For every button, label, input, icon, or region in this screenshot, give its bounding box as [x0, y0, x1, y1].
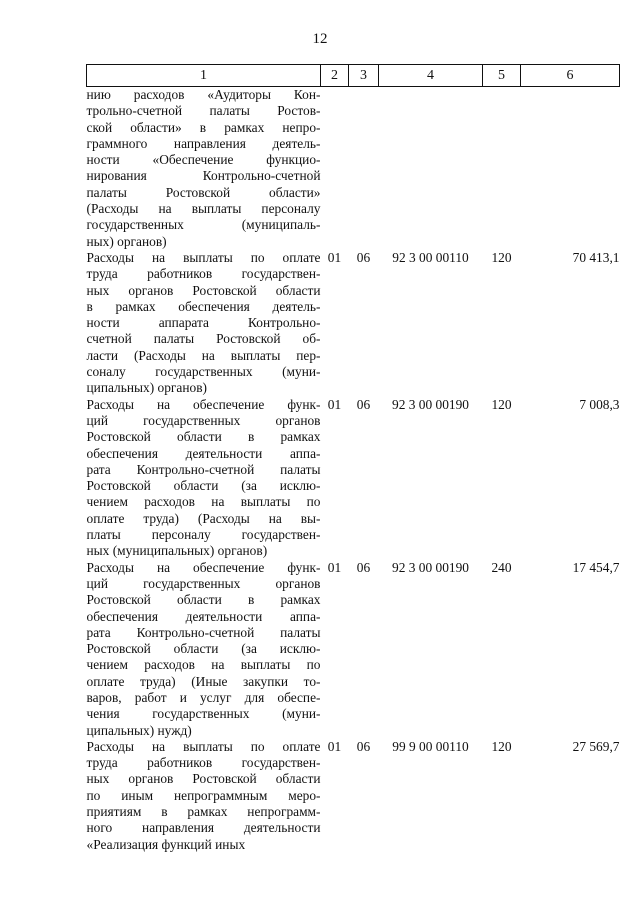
expense-type-code: 120 [491, 249, 512, 265]
target-article-code: 92 3 00 00110 [392, 249, 469, 265]
description-line: обеспечения деятельности аппа- [86, 445, 321, 461]
description-line: обеспечения деятельности аппа- [86, 608, 321, 624]
header-col-5: 5 [483, 65, 521, 87]
section-code: 01 [327, 738, 342, 754]
description-line: ций государственных органов [86, 412, 321, 428]
header-col-4: 4 [379, 65, 483, 87]
description-line: палаты Ростовской области» [86, 184, 321, 200]
description-line: Ростовской области (за исклю- [86, 641, 321, 657]
expense-type-code [483, 87, 521, 250]
description-line: счетной палаты Ростовской об- [86, 331, 321, 347]
description-line: трольно-счетной палаты Ростов- [86, 103, 321, 119]
description-line: в рамках обеспечения деятель- [86, 298, 321, 314]
target-article-code: 92 3 00 00190 [392, 559, 469, 575]
table-row [87, 739, 620, 853]
description-line: ципальных) органов) [86, 380, 207, 396]
description-line: Расходы на выплаты по оплате [86, 738, 321, 754]
description-line: соналу государственных (муни- [86, 364, 321, 380]
description-line: ципальных) нужд) [86, 722, 192, 738]
description-line: труда работников государствен- [86, 266, 321, 282]
section-code [321, 87, 349, 250]
description-line: по иным непрограммным меро- [86, 787, 321, 803]
description-line: Расходы на обеспечение функ- [86, 559, 321, 575]
description-line: платы персоналу государствен- [86, 527, 321, 543]
description-line: труда работников государствен- [86, 755, 321, 771]
description-line: Ростовской области (за исклю- [86, 478, 321, 494]
amount-value [521, 87, 620, 250]
row-description [87, 560, 321, 739]
description-line: ных органов Ростовской области [86, 771, 321, 787]
subsection-code: 06 [356, 249, 371, 265]
amount-value: 27 569,7 [572, 738, 620, 754]
table-row [87, 250, 620, 397]
subsection-code [349, 87, 379, 250]
description-line: оплате труда) (Иные закупки то- [86, 673, 321, 689]
description-line: чения государственных (муни- [86, 706, 321, 722]
description-line: ской области» в рамках непро- [86, 119, 321, 135]
subsection-code: 06 [356, 738, 371, 754]
amount-value: 17 454,7 [572, 559, 620, 575]
description-line: варов, работ и услуг для обеспе- [86, 689, 321, 705]
description-line: ных) органов) [86, 233, 167, 249]
expense-type-code: 120 [491, 738, 512, 754]
target-article-code [379, 87, 483, 250]
description-line: «Реализация функций иных [86, 836, 246, 852]
description-line: рата Контрольно-счетной палаты [86, 624, 321, 640]
header-col-2: 2 [321, 65, 349, 87]
expense-type-code: 240 [491, 559, 512, 575]
table-header-row [87, 65, 620, 87]
target-article-code: 99 9 00 00110 [392, 738, 469, 754]
description-line: (Расходы на выплаты персоналу [86, 201, 321, 217]
description-line: Расходы на выплаты по оплате [86, 249, 321, 265]
page-number: 12 [312, 31, 328, 47]
header-col-3: 3 [349, 65, 379, 87]
subsection-code: 06 [356, 396, 371, 412]
description-line: приятиям в рамках непрограмм- [86, 804, 321, 820]
row-description [87, 739, 321, 853]
row-description [87, 87, 321, 250]
description-line: оплате труда) (Расходы на вы- [86, 510, 321, 526]
description-line: государственных (муниципаль- [86, 217, 321, 233]
amount-value: 7 008,3 [579, 396, 620, 412]
expense-type-code: 120 [491, 396, 512, 412]
header-col-6: 6 [521, 65, 620, 87]
description-line: ности «Обеспечение функцио- [86, 152, 321, 168]
description-line: ного направления деятельности [86, 820, 321, 836]
description-line: ных (муниципальных) органов) [86, 543, 268, 559]
description-line: граммного направления деятель- [86, 135, 321, 151]
description-line: Ростовской области в рамках [86, 429, 321, 445]
description-line: Расходы на обеспечение функ- [86, 396, 321, 412]
table-row [87, 560, 620, 739]
header-col-1: 1 [87, 65, 321, 87]
section-code: 01 [327, 249, 342, 265]
amount-value: 70 413,1 [572, 249, 620, 265]
description-line: ций государственных органов [86, 575, 321, 591]
description-line: нию расходов «Аудиторы Кон- [86, 87, 321, 102]
description-line: чением расходов на выплаты по [86, 657, 321, 673]
description-line: нирования Контрольно-счетной [86, 168, 321, 184]
description-line: ных органов Ростовской области [86, 282, 321, 298]
section-code: 01 [327, 396, 342, 412]
description-line: ности аппарата Контрольно- [86, 315, 321, 331]
table-row [87, 87, 620, 250]
budget-table [86, 64, 620, 853]
row-description [87, 250, 321, 397]
section-code: 01 [327, 559, 342, 575]
description-line: чением расходов на выплаты по [86, 494, 321, 510]
table-row [87, 397, 620, 560]
description-line: ласти (Расходы на выплаты пер- [86, 347, 321, 363]
description-line: рата Контрольно-счетной палаты [86, 461, 321, 477]
description-line: Ростовской области в рамках [86, 592, 321, 608]
subsection-code: 06 [356, 559, 371, 575]
row-description [87, 397, 321, 560]
target-article-code: 92 3 00 00190 [392, 396, 469, 412]
